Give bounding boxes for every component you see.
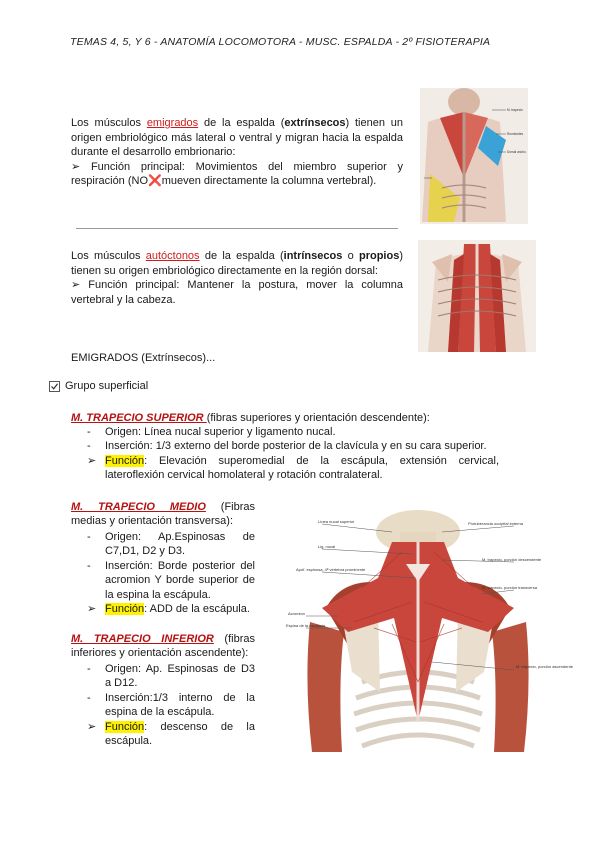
list-item-text: Inserción:1/3 interno de la espina de la escápula. <box>105 691 255 719</box>
trapezius-anatomy-figure <box>282 512 573 752</box>
dash-bullet: - <box>87 691 91 704</box>
list-item-text: Origen: Línea nucal superior y ligamento nucal. <box>105 426 336 438</box>
dash-bullet: - <box>87 426 91 438</box>
figure-label: Dorsal ancho <box>507 150 526 154</box>
trapecio-superior-block <box>71 411 499 483</box>
trapecio-medio-block <box>71 500 255 616</box>
list-item-text: Origen: Ap. Espinosas de D3 a D12. <box>105 663 255 690</box>
trapecio-inferior-block <box>71 632 255 748</box>
muscle-description: (fibras inferiores y orientación ascendente): <box>71 633 255 659</box>
figure-label: Romboides <box>507 132 524 136</box>
list-item-text: Inserción: Borde posterior del acromion Y borde superior de la espina la escápula. <box>105 559 255 601</box>
figure-label: Acromion <box>288 611 305 616</box>
figure-label: M. trapecio, porción descendente <box>482 557 542 562</box>
list-item <box>71 425 499 439</box>
function-label: Función <box>105 720 145 733</box>
function-text: Función principal: Mantener la postura, mover la columna vertebral y la cabeza. <box>71 279 403 306</box>
muscle-title: M. TRAPECIO MEDIO <box>71 501 206 513</box>
text: de la espalda ( <box>198 117 285 129</box>
list-item-function <box>71 720 255 749</box>
list-item <box>71 559 255 602</box>
cross-mark-icon: ❌ <box>148 175 162 188</box>
dash-bullet: - <box>87 531 91 543</box>
function-text: Función principal: Movimientos del miembro superior y respiración (NO <box>71 160 403 188</box>
muscle-description: (fibras superiores y orientación descendente): <box>206 412 430 424</box>
keyword-autoctonos: autóctonos <box>145 250 200 262</box>
function-text: mueven directamente la columna vertebral). <box>161 175 377 188</box>
muscle-details-list <box>71 425 499 483</box>
text: ) tienen un origen embriológico más lateral o ventral y migran hacia la espalda durante el desarrollo embrionario: <box>71 117 404 159</box>
muscle-title: M. TRAPECIO SUPERIOR <box>71 412 207 424</box>
emigrados-paragraph <box>71 116 403 189</box>
list-item <box>71 691 255 720</box>
section-title: EMIGRADOS (Extrínsecos)... <box>71 352 216 364</box>
checkbox-checked-icon[interactable] <box>49 381 60 392</box>
muscle-details-list <box>71 530 255 616</box>
dash-bullet: - <box>87 559 91 572</box>
arrow-bullet-icon: ➢ <box>87 603 97 616</box>
arrow-bullet-icon: ➢ <box>71 160 81 173</box>
figure-label: M. trapecio, porción ascendente <box>516 664 573 669</box>
arrow-bullet-icon: ➢ <box>87 454 97 467</box>
figure-label: Apóf. espinosa, 4ª vértebra prominente <box>296 567 366 572</box>
list-item <box>71 530 255 559</box>
function-label: Función <box>105 603 145 616</box>
text: Los músculos <box>71 117 147 129</box>
muscle-description: (Fibras medias y orientación transversa): <box>71 501 255 527</box>
divider <box>76 228 398 229</box>
keyword-propios: propios <box>358 250 400 262</box>
list-item-text: Origen: Ap.Espinosas de C7,D1, D2 y D3. <box>105 531 255 558</box>
keyword-intrinsecos: intrínsecos <box>283 250 343 262</box>
keyword-extrinsecos: extrínsecos <box>284 117 346 129</box>
checkbox-row[interactable] <box>49 380 148 392</box>
autoctonos-paragraph <box>71 249 403 307</box>
list-item-function <box>71 454 499 483</box>
arrow-bullet-icon: ➢ <box>87 720 97 733</box>
figure-label: M. trapecio <box>507 108 523 112</box>
checkbox-label: Grupo superficial <box>65 380 149 392</box>
page-header: TEMAS 4, 5, Y 6 - ANATOMÍA LOCOMOTORA - MUSC. ESPALDA - 2º FISIOTERAPIA <box>70 36 491 48</box>
muscle-details-list <box>71 662 255 748</box>
muscle-title: M. TRAPECIO INFERIOR <box>71 633 214 645</box>
list-item <box>71 439 499 453</box>
keyword-emigrados: emigrados <box>146 117 199 129</box>
list-item-text: : Elevación superomedial de la escápula, extensión cervical, lateroflexión cervical homolateral y rotación contralateral. <box>105 454 499 482</box>
dash-bullet: - <box>87 440 91 453</box>
list-item <box>71 662 255 691</box>
figure-label: Línea nucal superior <box>318 519 355 524</box>
figure-label: Lig. nucal <box>318 544 336 549</box>
list-item-text: Inserción: 1/3 externo del borde posterior de la clavícula y en su cara superior. <box>105 440 487 453</box>
function-label: Función <box>105 454 145 467</box>
figure-label: M. trapecio, porción transversa <box>482 585 537 590</box>
erector-spinae-figure <box>418 240 536 352</box>
text: de la espalda ( <box>199 250 284 262</box>
back-muscles-figure <box>420 88 528 224</box>
figure-label: Espina de la escápula <box>286 623 326 628</box>
text: o <box>342 250 359 262</box>
dash-bullet: - <box>87 663 91 675</box>
list-item-function <box>71 602 255 616</box>
list-item-text: : descenso de la escápula. <box>105 720 255 748</box>
text: ) tienen su origen embriológico directamente en la región dorsal: <box>71 250 403 277</box>
list-item-text: : ADD de la escápula. <box>144 603 250 616</box>
text: Los músculos <box>71 250 146 262</box>
arrow-bullet-icon: ➢ <box>71 279 81 292</box>
figure-label: Protuberancia occipital externa <box>468 521 523 526</box>
